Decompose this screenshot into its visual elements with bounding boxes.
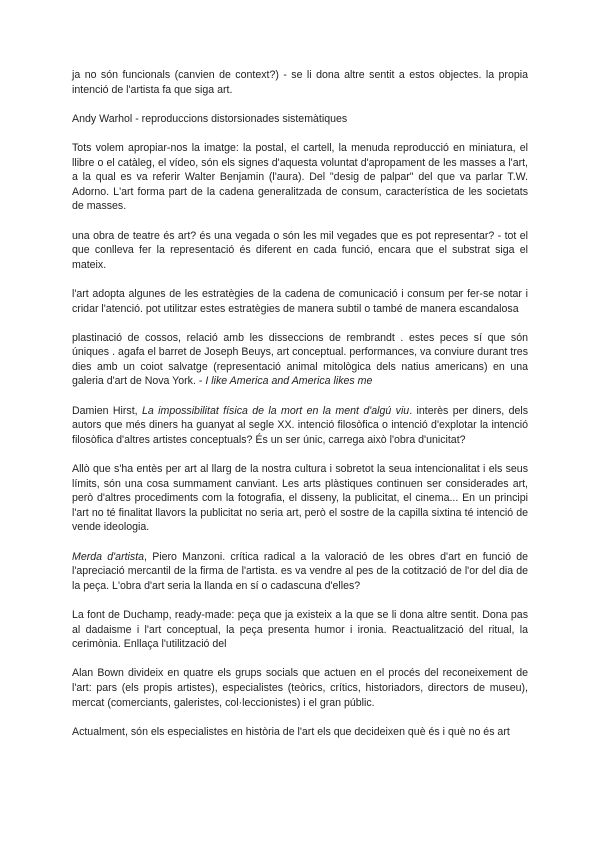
beuys-text: plastinació de cossos, relació amb les disseccions de rembrandt . estes peces sí que són úniques . agafa el barret de Joseph Beuys, art conceptual. performances, va conviure durant tres dies amb un coiot salvatge (representació animal mitològica dels natius americans) en una galeria d'art de Nova York. - bbox=[72, 331, 528, 388]
hirst-title: La impossibilitat física de la mort en la ment d'algú viu bbox=[141, 404, 410, 417]
heading-warhol: Andy Warhol - reproduccions distorsionades sistemàtiques bbox=[72, 112, 348, 125]
paragraph-especialistes: Actualment, són els especialistes en història de l'art els que decideixen què és i què no és art bbox=[72, 725, 510, 738]
paragraph-hirst bbox=[72, 404, 528, 448]
document-page bbox=[72, 68, 528, 754]
manzoni-text: , Piero Manzoni. crítica radical a la valoració de les obres d'art en funció de l'apreciació mercantil de la firma de l'artista. es va vendre al pes de la cotització de l'or del dia de la peça. L'obra d'art seria la llanda en sí o cadascuna d'elles? bbox=[72, 550, 528, 592]
paragraph-estrategies: l'art adopta algunes de les estratègies de la cadena de comunicació i consum per fer-se notar i cridar l'atenció. pot utilitzar estes estratègies de manera subtil o també de manera escandalosa bbox=[72, 287, 528, 315]
paragraph-manzoni bbox=[72, 550, 528, 594]
manzoni-title: Merda d'artista bbox=[72, 550, 145, 563]
paragraph-beuys bbox=[72, 331, 528, 389]
paragraph-art-limits: Allò que s'ha entès per art al llarg de la nostra cultura i sobretot la seua intencionalitat i els seus límits, són una cosa summament canviant. Les arts plàstiques continuen ser considerades art, però d'altres procediments com la fotografia, el disseny, la publicitat, el cinema... En un principi l'art no té finalitat llavors la publicitat no seria art, però el sostre de la capilla sixtina té intenció de vende ideologia. bbox=[72, 463, 528, 534]
hirst-text: . interès per diners, dels autors que més diners ha guanyat al segle XX. intenció filosòfica o intenció d'explotar la intenció filosòfica d'altres artistes conceptuals? És un ser únic, carrega això l'obra d'unicitat? bbox=[72, 404, 528, 446]
paragraph-duchamp: La font de Duchamp, ready-made: peça que ja existeix a la que se li dona altre sentit. Dona pas al dadaisme i l'art conceptual, la peça presenta humor i ironia. Reactualització del ritual, la cerimònia. Enllaça l'utilització del bbox=[72, 608, 528, 651]
paragraph-bown: Alan Bown divideix en quatre els grups socials que actuen en el procés del reconeixement de l'art: pars (els propis artistes), especialistes (teòrics, crítics, historiadors, directors de museu), mercat (comerciants, galeristes, col·leccionistes) i el gran públic. bbox=[72, 667, 528, 709]
hirst-lead: Damien Hirst, bbox=[72, 404, 142, 417]
paragraph-context: ja no són funcionals (canvien de context?) - se li dona altre sentit a estos objectes. la propia intenció de l'artista fa que siga art. bbox=[72, 69, 528, 96]
beuys-title: I like America and America likes me bbox=[205, 375, 373, 388]
paragraph-apropiacio: Tots volem apropiar-nos la imatge: la postal, el cartell, la menuda reproducció en miniatura, el llibre o el catàleg, el vídeo, són els signes d'aquesta voluntat d'apropament de les masses a l'art, a la qual es va referir Walter Benjamin (l'aura). Del "desig de palpar" del que va parlar T.W. Adorno. L'art forma part de la cadena generalitzada de consum, característica de les societats de masses. bbox=[72, 141, 528, 213]
paragraph-teatre: una obra de teatre és art? és una vegada o són les mil vegades que es pot representar? - tot el que conlleva fer la representació és diferent en cada funció, encara que el substrat siga el mateix. bbox=[72, 229, 528, 271]
